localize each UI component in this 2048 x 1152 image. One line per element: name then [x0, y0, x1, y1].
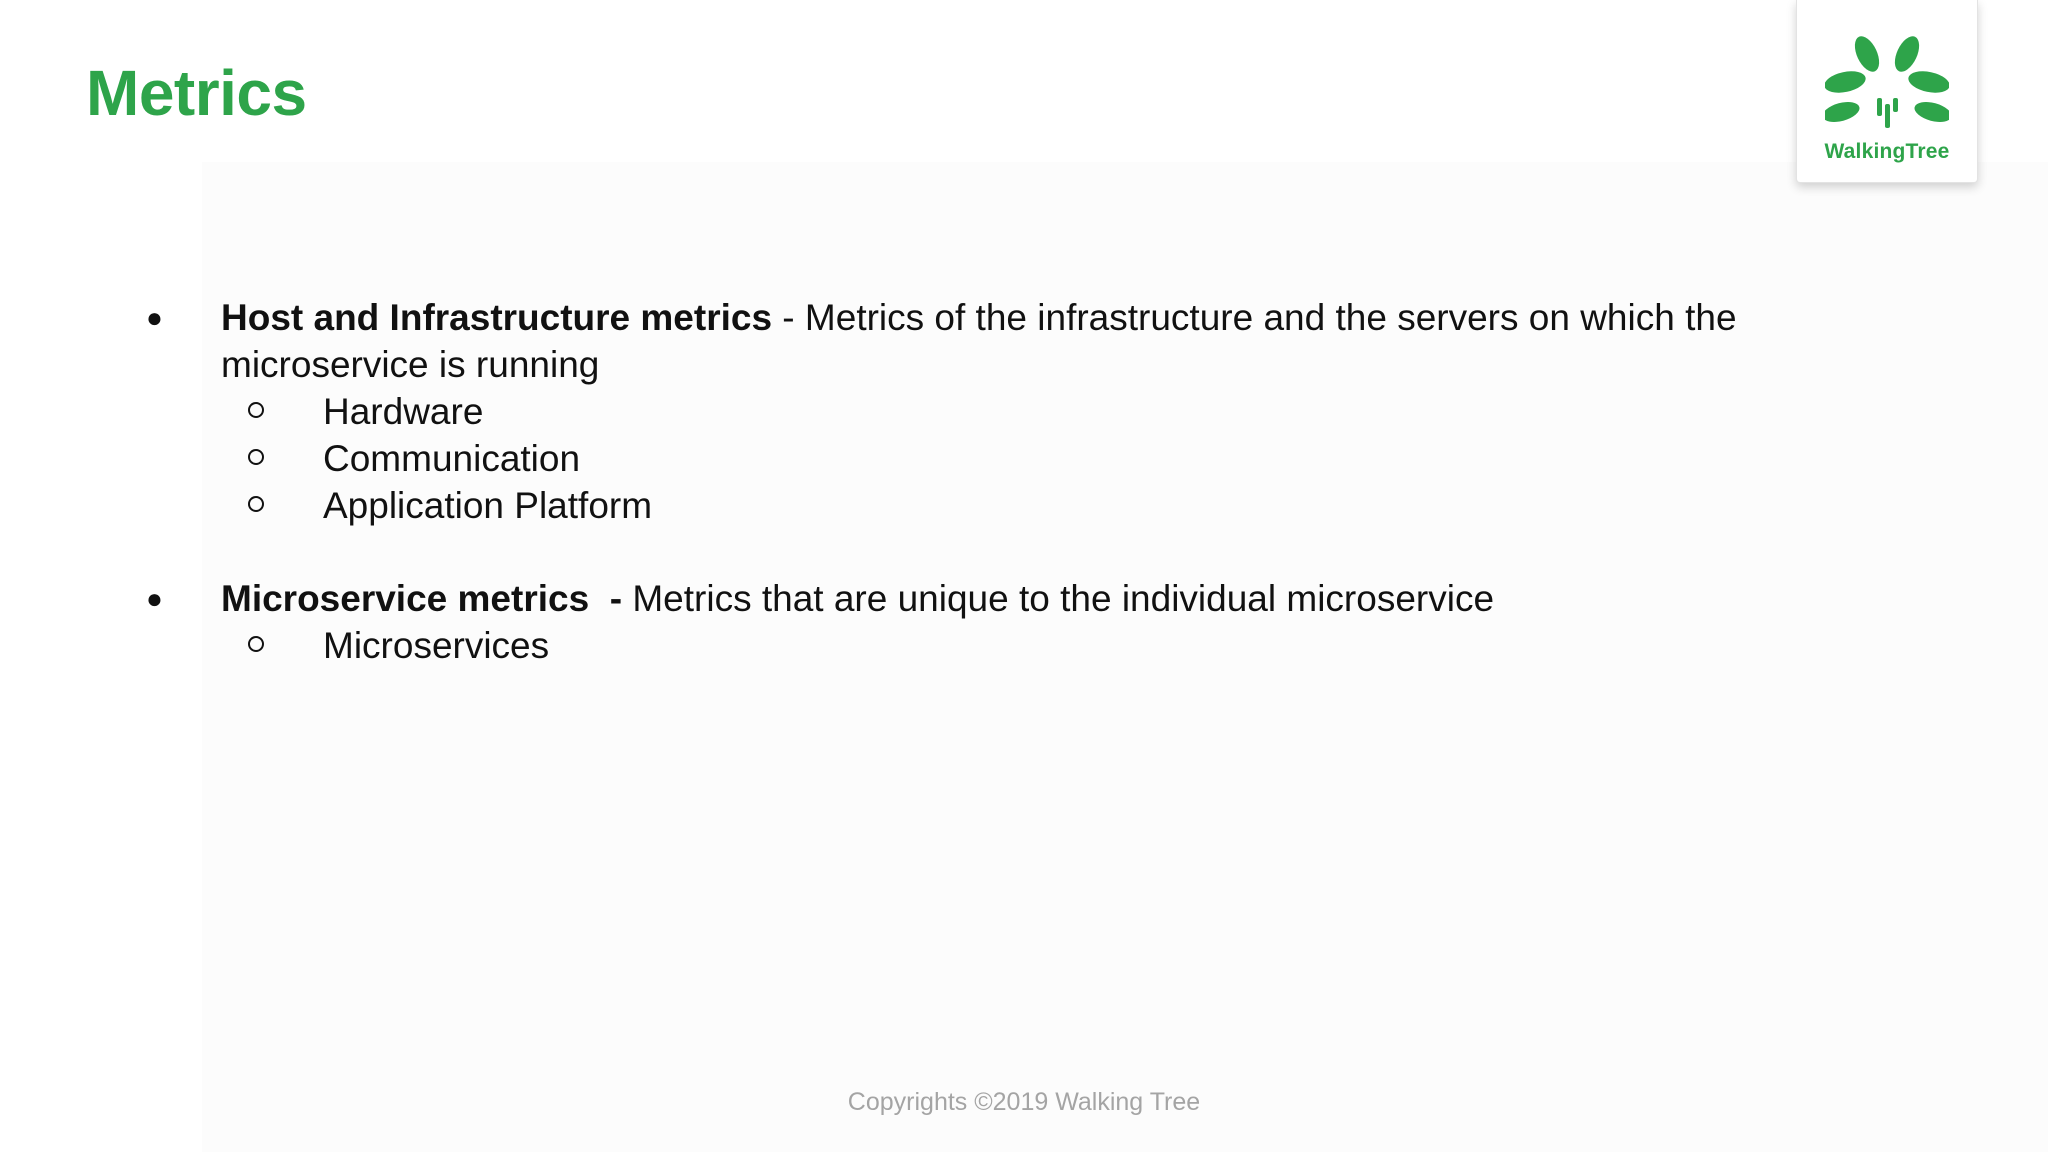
- subitem-label: Communication: [323, 438, 581, 479]
- subitem-label: Hardware: [323, 391, 484, 432]
- subitem-label: Application Platform: [323, 485, 653, 526]
- hollow-bullet-icon: [248, 402, 264, 418]
- hollow-bullet-icon: [248, 449, 264, 465]
- bullet-description: Metrics of the infrastructure and the servers on which the microservice is running: [221, 297, 1737, 385]
- page-title: Metrics: [86, 57, 307, 129]
- bullet-item-host-infrastructure: [146, 294, 1941, 388]
- bullet-heading: Microservice metrics: [221, 578, 590, 619]
- subitem-hardware: [323, 388, 483, 435]
- tree-leaves-icon: [1825, 28, 1949, 136]
- copyright-footer: Copyrights ©2019 Walking Tree: [847, 1088, 1201, 1116]
- bullet-heading: Host and Infrastructure metrics: [221, 297, 773, 338]
- hollow-bullet-icon: [248, 496, 264, 512]
- subitem-application-platform: [323, 482, 652, 529]
- bullet-separator: -: [772, 297, 805, 338]
- bullet-dot-icon: ●: [146, 302, 163, 333]
- bullet-separator: -: [589, 578, 633, 619]
- subitem-communication: [323, 435, 580, 482]
- subitem-microservices: [323, 622, 549, 669]
- logo-text: WalkingTree: [1824, 140, 1950, 163]
- bullet-item-microservice-metrics: [146, 575, 1941, 622]
- bullet-dot-icon: ●: [146, 583, 163, 614]
- bullet-description: Metrics that are unique to the individual microservice: [632, 578, 1495, 619]
- subitem-label: Microservices: [323, 625, 550, 666]
- hollow-bullet-icon: [248, 636, 264, 652]
- logo-card: [1796, 0, 1978, 183]
